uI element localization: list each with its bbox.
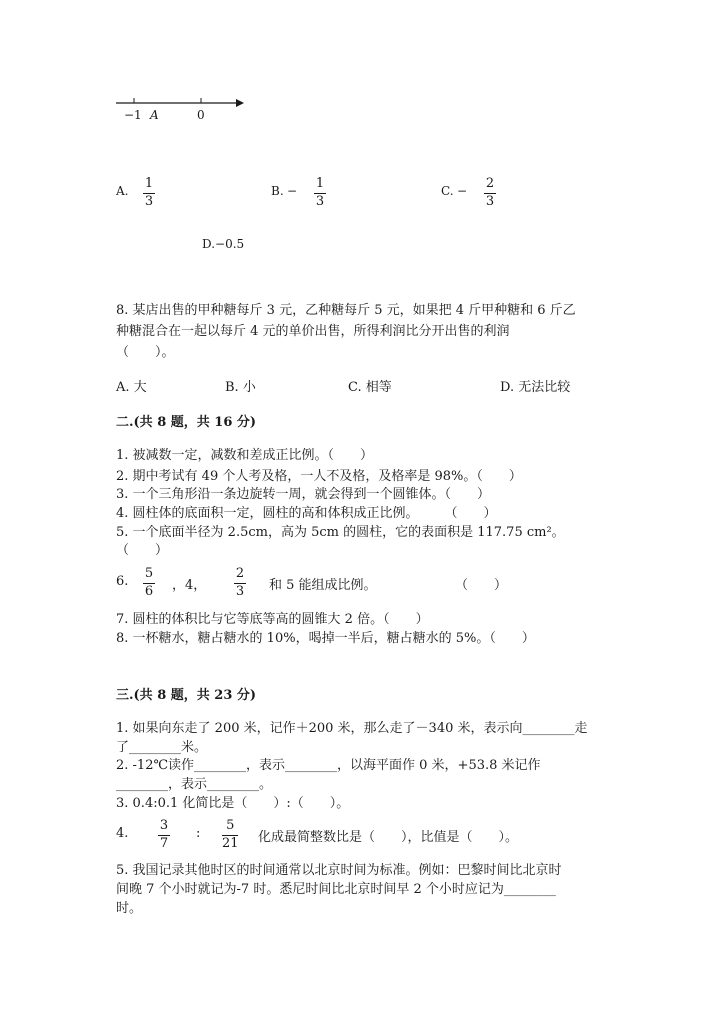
- s2-item-2: 2. 期中考试有 49 个人考及格，一人不及格，及格率是 98%。（ ）: [116, 469, 522, 484]
- s2-q6-suffix: 和 5 能组成比例。: [269, 578, 377, 593]
- s3-q5-line-2: 间晚 7 个小时就记为-7 时。悉尼时间比北京时间早 2 个小时应记为________: [116, 882, 556, 897]
- fraction-numerator: 2: [235, 566, 245, 581]
- s2-item-7: 7. 圆柱的体积比与它等底等高的圆锥大 2 倍。（ ）: [116, 612, 429, 627]
- s3-q4-prefix: 4.: [116, 826, 129, 841]
- option-a-fraction: [143, 177, 155, 209]
- fraction-numerator: 2: [485, 176, 495, 191]
- fraction-denominator: 3: [315, 194, 325, 209]
- s3-q2-line-2: ________，表示________。: [116, 777, 273, 792]
- q8-line-1: 8. 某店出售的甲种糖每斤 3 元，乙种糖每斤 5 元，如果把 4 斤甲种糖和 6 斤乙: [116, 303, 576, 318]
- option-c-fraction: [484, 177, 496, 209]
- fraction-denominator: 6: [144, 584, 154, 599]
- fraction-numerator: 1: [144, 176, 154, 191]
- s2-item-5-paren: （ ）: [116, 543, 169, 558]
- s2-item-3: 3. 一个三角形沿一条边旋转一周，就会得到一个圆锥体。（ ）: [116, 487, 491, 502]
- s3-q4-suffix: 化成最简整数比是（ ），比值是（ ）。: [258, 830, 519, 845]
- q8-option-b: B. 小: [225, 380, 256, 395]
- fraction-numerator: 5: [144, 566, 154, 581]
- fraction-numerator: 5: [226, 818, 235, 833]
- fraction-numerator: 1: [315, 176, 325, 191]
- option-b-letter: B.: [271, 184, 284, 198]
- fraction-numerator: 3: [159, 818, 169, 833]
- option-d: D.−0.5: [202, 237, 245, 251]
- q8-option-c: C. 相等: [348, 380, 392, 395]
- s3-q1-line-1: 1. 如果向东走了 200 米，记作＋200 米，那么走了－340 米，表示向________走: [116, 721, 588, 736]
- option-b-fraction: [314, 177, 326, 209]
- option-b-sign: −: [287, 184, 298, 198]
- section-2-heading: 二.(共 8 题，共 16 分): [116, 415, 257, 430]
- s3-q2-line-1: 2. -12℃读作________，表示________，以海平面作 0 米，+53.8 米记作: [116, 758, 541, 773]
- q8-option-a: A. 大: [116, 380, 147, 395]
- s2-q6-fraction-2: [234, 567, 246, 599]
- s3-q1-line-2: 了________米。: [116, 740, 208, 755]
- s2-q6-fraction-1: [143, 567, 155, 599]
- section-3-heading: 三.(共 8 题，共 23 分): [116, 688, 257, 703]
- option-a-letter: A.: [116, 184, 129, 198]
- s2-q6-paren: （ ）: [455, 578, 508, 593]
- option-c-letter: C.: [441, 184, 454, 198]
- option-c-sign: −: [457, 184, 468, 198]
- q8-line-3: （ ）。: [116, 345, 175, 360]
- fraction-denominator: 3: [144, 194, 154, 209]
- s3-q4-colon: :: [196, 826, 201, 841]
- tick-minus-one: −1: [124, 108, 142, 122]
- s2-item-5: 5. 一个底面半径为 2.5cm，高为 5cm 的圆柱，它的表面积是 117.75 cm²。: [116, 525, 565, 540]
- s3-q5-line-1: 5. 我国记录其他时区的时间通常以北京时间为标准。例如：巴黎时间比北京时: [116, 863, 562, 878]
- tick-zero: 0: [197, 108, 205, 122]
- s3-q4-fraction-1: [158, 819, 170, 851]
- fraction-denominator: 7: [159, 836, 169, 851]
- s2-q6-prefix: 6.: [116, 574, 129, 589]
- fraction-denominator: 3: [235, 584, 245, 599]
- s2-item-4: 4. 圆柱体的底面积一定，圆柱的高和体积成正比例。 （ ）: [116, 506, 497, 521]
- s2-item-1: 1. 被减数一定，减数和差成正比例。（ ）: [116, 448, 374, 463]
- fraction-denominator: 3: [485, 194, 495, 209]
- s3-q4-fraction-2: [222, 819, 239, 851]
- s3-q5-line-3: 时。: [116, 901, 143, 916]
- fraction-denominator: 21: [222, 836, 239, 851]
- tick-point-a: A: [150, 108, 159, 122]
- q8-line-2: 种糖混合在一起以每斤 4 元的单价出售，所得利润比分开出售的利润: [116, 324, 510, 339]
- s2-item-8: 8. 一杯糖水，糖占糖水的 10%，喝掉一半后，糖占糖水的 5%。（ ）: [116, 631, 535, 646]
- s2-q6-mid: ，4，: [172, 578, 207, 593]
- q8-option-d: D. 无法比较: [500, 380, 571, 395]
- s3-q3: 3. 0.4:0.1 化简比是（ ）:（ ）。: [116, 796, 350, 811]
